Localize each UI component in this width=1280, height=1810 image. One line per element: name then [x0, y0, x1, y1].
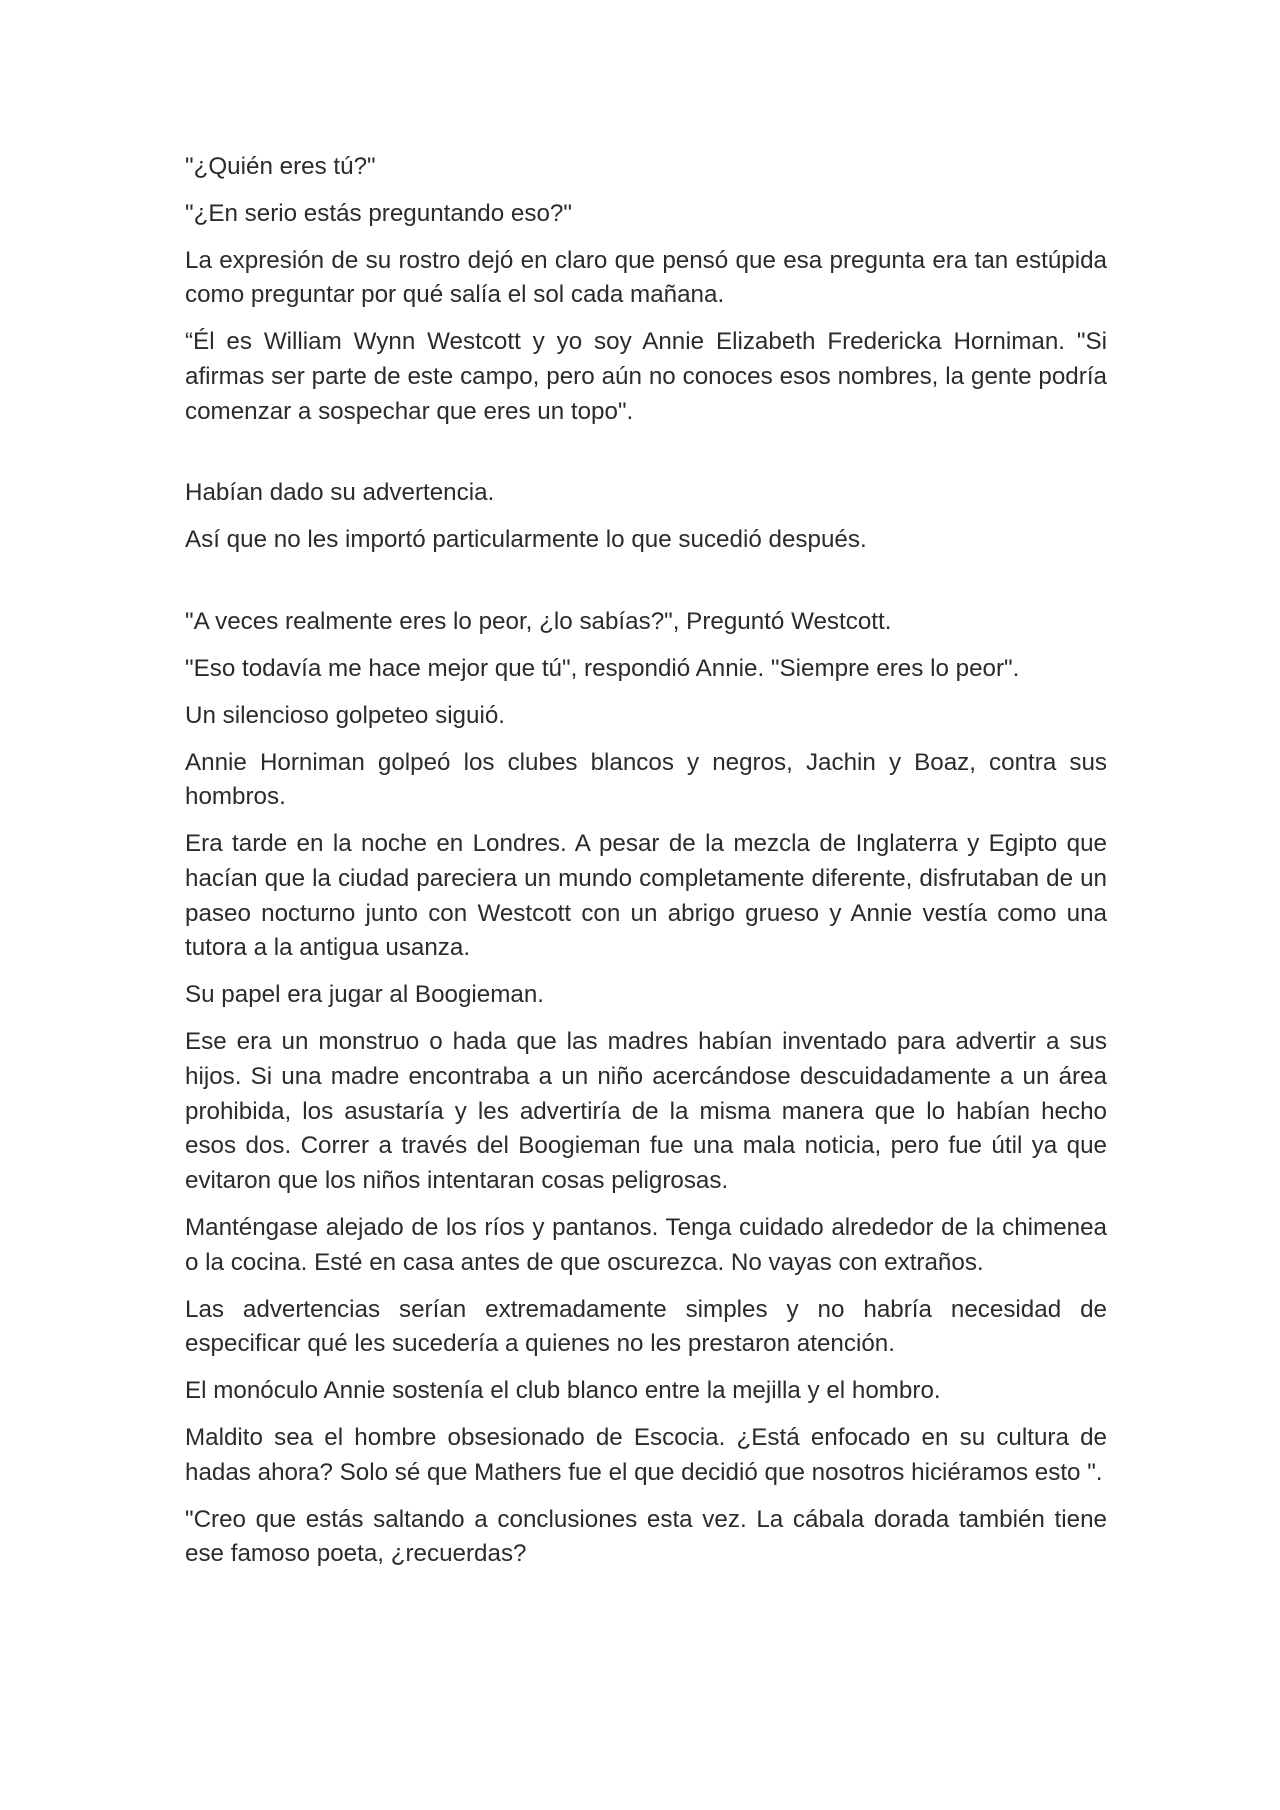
paragraph-5: Habían dado su advertencia. — [185, 479, 495, 507]
paragraph-10: Annie Horniman golpeó los clubes blancos y negros, Jachin y Boaz, contra sus hombros. — [185, 748, 1107, 811]
paragraph-4: “Él es William Wynn Westcott y yo soy Annie Elizabeth Fredericka Horniman. "Si afirmas ser parte de este campo, pero aún no conoces esos nombres, la gente podría comenzar a sospechar que eres un topo". — [185, 328, 1107, 425]
paragraph-9: Un silencioso golpeteo siguió. — [185, 701, 506, 729]
paragraph-11: Era tarde en la noche en Londres. A pesar de la mezcla de Inglaterra y Egipto que hacían que la ciudad pareciera un mundo completamente diferente, disfrutaban de un paseo nocturno junto con Westcott con un abrigo grueso y Annie vestía como una tutora a la antigua usanza. — [185, 830, 1107, 962]
paragraph-13: Ese era un monstruo o hada que las madres habían inventado para advertir a sus hijos. Si una madre encontraba a un niño acercándose descuidadamente a un área prohibida, los asustaría y les advertiría de la misma manera que lo habían hecho esos dos. Correr a través del Boogieman fue una mala noticia, pero fue útil ya que evitaron que los niños intentaran cosas peligrosas. — [185, 1028, 1107, 1195]
paragraph-2: "¿En serio estás preguntando eso?" — [185, 199, 572, 227]
paragraph-3: La expresión de su rostro dejó en claro que pensó que esa pregunta era tan estúpida como preguntar por qué salía el sol cada mañana. — [185, 246, 1107, 309]
paragraph-12: Su papel era jugar al Boogieman. — [185, 981, 545, 1009]
paragraph-15: Las advertencias serían extremadamente simples y no habría necesidad de especificar qué les sucedería a quienes no les prestaron atención. — [185, 1295, 1107, 1358]
paragraph-6: Así que no les importó particularmente lo que sucedió después. — [185, 526, 867, 554]
paragraph-7: "A veces realmente eres lo peor, ¿lo sabías?", Preguntó Westcott. — [185, 608, 892, 636]
paragraph-1: "¿Quién eres tú?" — [185, 153, 376, 180]
paragraph-14: Manténgase alejado de los ríos y pantanos. Tenga cuidado alrededor de la chimenea o la cocina. Esté en casa antes de que oscurezca. No vayas con extraños. — [185, 1213, 1107, 1276]
paragraph-18: "Creo que estás saltando a conclusiones esta vez. La cábala dorada también tiene ese famoso poeta, ¿recuerdas? — [185, 1505, 1107, 1568]
paragraph-17: Maldito sea el hombre obsesionado de Escocia. ¿Está enfocado en su cultura de hadas ahora? Solo sé que Mathers fue el que decidió que nosotros hiciéramos esto ". — [185, 1424, 1107, 1486]
paragraph-16: El monóculo Annie sostenía el club blanco entre la mejilla y el hombro. — [185, 1377, 941, 1405]
document-page — [185, 150, 1107, 1584]
paragraph-8: "Eso todavía me hace mejor que tú", respondió Annie. "Siempre eres lo peor". — [185, 654, 1020, 682]
